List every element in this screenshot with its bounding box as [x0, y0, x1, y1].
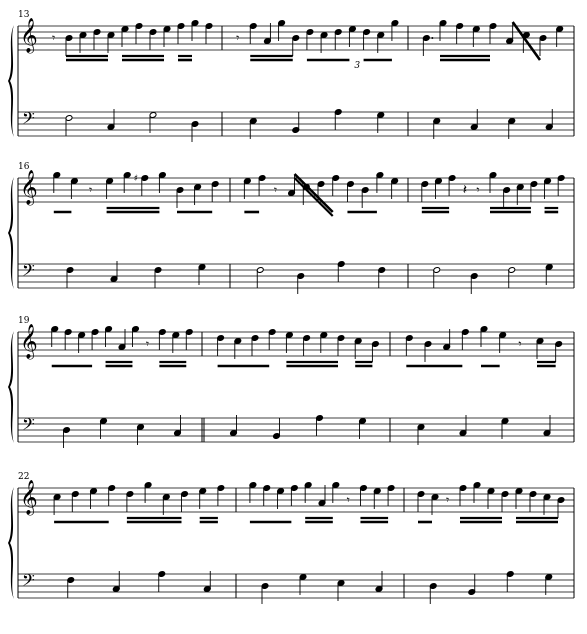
treble-clef-icon: 𝄞 — [20, 324, 38, 359]
measure — [406, 326, 563, 445]
bass-clef-icon: 𝄢 — [22, 108, 35, 132]
beam — [513, 22, 540, 60]
measure — [53, 482, 224, 598]
brace-icon — [8, 487, 14, 599]
brace-icon — [8, 177, 14, 289]
beam — [295, 174, 333, 212]
bass-clef-icon: 𝄢 — [22, 260, 35, 284]
brace-icon — [8, 331, 14, 443]
measure — [423, 20, 564, 139]
treble-clef-icon: 𝄞 — [20, 18, 38, 53]
rest-icon: 𝄾 — [89, 183, 93, 197]
system-3 — [8, 316, 574, 448]
rest-icon: 𝄾 — [52, 31, 56, 45]
rest-icon: 𝄾 — [476, 183, 480, 197]
system-2 — [8, 162, 574, 294]
brace-icon — [8, 25, 14, 137]
dot — [431, 37, 433, 39]
measure-number: 16 — [18, 162, 30, 172]
sharp-icon: ♯ — [133, 174, 139, 184]
measure-number: 19 — [18, 316, 30, 326]
rest-icon: 𝄾 — [273, 183, 278, 197]
rest-icon: 𝄾 — [236, 31, 240, 45]
system-1 — [8, 10, 574, 142]
measure — [236, 20, 399, 139]
treble-clef-icon: 𝄞 — [20, 480, 38, 515]
measure-number: 13 — [18, 10, 30, 20]
bass-clef-icon: 𝄢 — [22, 414, 35, 438]
treble-clef-icon: 𝄞 — [20, 170, 38, 205]
measure — [217, 329, 379, 440]
rest-icon: 𝄾 — [518, 337, 522, 351]
measure-number: 22 — [18, 472, 30, 482]
rest-icon: 𝄾 — [346, 493, 350, 507]
rest-icon: 𝄾 — [446, 493, 450, 507]
system-4 — [8, 472, 574, 604]
tuplet-label: 3 — [354, 61, 361, 71]
rest-icon: 𝄾 — [145, 337, 150, 351]
bass-clef-icon: 𝄢 — [22, 570, 35, 594]
rest-icon: 𝄽 — [462, 182, 468, 198]
measure — [53, 172, 219, 288]
